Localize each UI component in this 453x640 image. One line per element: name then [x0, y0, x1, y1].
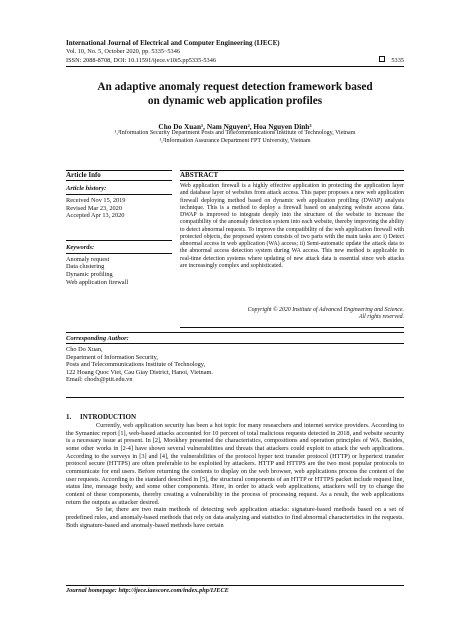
page-number: 5335 [391, 56, 404, 64]
paper-title-line-2: on dynamic web application profiles [147, 95, 323, 107]
keywords-rule [66, 253, 172, 254]
corresponding-rule-top [66, 332, 404, 333]
keywords-rule-top [66, 240, 172, 241]
keywords-heading: Keywords: [66, 243, 95, 251]
corresponding-line: 122 Hoang Quoc Viet, Cau Giay District, Hanoi, Vietnam. [66, 368, 213, 376]
accepted-date: Accepted Apr 13, 2020 [66, 212, 125, 220]
page-number-group [379, 56, 404, 65]
paragraph: Currently, web application security has been a hot topic for many researchers and internet service providers. According to the Symantec report [1], web-based attacks accounted for 10 percent of total malicious requests detected in 2018, and website security is a necessary issue at present. In [2], Mookhey presented the characteristics, compositions and operation principles of WA. Besides, some other works in [2-4] have shown several vulnerabilities and threats that attackers could exploit to attack the web applications. According to the surveys in [3] and [4], the vulnerabilities of the protocol hyper text transfer protocol (HTTP) or hypertext transfer protocol secure (HTTPS) are often preferable to be exploited by attackers. HTTP and HTTPS are the two most popular protocols to communicate for end users. Before returning the contents to display on the web browser, web applications process the content of the user requests. According to the standard described in [5], the structural components of an HTTP or HTTPS packet include request line, status line, message body, and some other components. Here, in order to attack web applications, attackers will try to change the content of these components, thereby creating a vulnerability in the process of processing request. As a result, the web applications return the outputs as attacker desired. [66, 422, 404, 506]
paragraph: So far, there are two main methods of detecting web application attacks: signature-based methods based on a set of predefined rules, and anomaly-based methods that rely on data analyzing and statistics to find abnormal characteristics in the requests. Both signature-based and anomaly-based methods have certain [66, 506, 404, 529]
article-info-heading: Article Info [66, 171, 101, 179]
keyword-item: Dynamic profiling [66, 270, 113, 278]
journal-header [66, 39, 404, 65]
corresponding-rule [66, 343, 404, 344]
introduction-body [66, 422, 404, 529]
article-info-rule-bottom [66, 180, 172, 181]
abstract-end-rule [180, 327, 404, 328]
corresponding-rule-bottom [66, 397, 404, 398]
journal-name: International Journal of Electrical and Computer Engineering (IJECE) [66, 39, 280, 47]
received-date: Received Nov 15, 2019 [66, 197, 126, 204]
keyword-item: Web application firewall [66, 278, 129, 286]
keyword-item: Anomaly request [66, 255, 110, 263]
revised-date: Revised Mar 23, 2020 [66, 204, 122, 212]
journal-volume: Vol. 10, No. 5, October 2020, pp. 5335~5346 [66, 47, 181, 55]
square-box-icon [379, 56, 385, 62]
affiliation-2: ¹,²Information Assurance Department FPT University, Vietnam [159, 137, 311, 144]
history-heading: Article history: [66, 185, 107, 192]
footer-rule [66, 585, 404, 586]
paper-affiliations [66, 130, 404, 145]
paper-authors: Cho Do Xuan¹, Nam Nguyen², Hoa Nguyen Dinh³ [158, 122, 312, 131]
abstract-rule-bottom [180, 180, 404, 181]
paper-title-line-1: An adaptive anomaly request detection framework based [97, 81, 373, 93]
copyright-notice [180, 307, 404, 322]
journal-issn-row [66, 56, 404, 65]
corresponding-heading: Corresponding Author: [66, 335, 129, 342]
affiliation-1: ¹,³Information Security Department Posts and Telecommunications Institute of Technology, Vietnam [114, 130, 356, 136]
article-info-column [66, 182, 172, 286]
corresponding-line: Department of Information Security, [66, 353, 158, 361]
copyright-line-1: Copyright © 2020 Institute of Advanced Engineering and Science. [247, 307, 404, 313]
corresponding-line: Cho Do Xuan, [66, 346, 103, 353]
abstract-heading: ABSTRACT [180, 171, 219, 179]
history-rule [66, 194, 172, 195]
section-heading [66, 413, 136, 422]
header-rule [66, 66, 404, 67]
journal-issn: ISSN: 2088-8708, DOI: 10.11591/ijece.v10i5.pp5335-5346 [66, 56, 217, 64]
corresponding-line: Posts and Telecommunications Institute of Technology, [66, 361, 206, 369]
corresponding-email: Email: chodx@ptit.edu.vn [66, 376, 133, 384]
paper-title [66, 80, 404, 108]
section-title: INTRODUCTION [80, 413, 137, 421]
copyright-line-2: All rights reserved. [358, 314, 404, 321]
keyword-item: Data clustering [66, 263, 105, 271]
spacer [66, 220, 172, 239]
journal-homepage: Journal homepage: http://ijece.iaescore.com/index.php/IJECE [66, 587, 229, 594]
section-number: 1. [66, 413, 72, 421]
corresponding-details [66, 346, 404, 384]
abstract-text: Web application firewall is a highly effective application in protecting the application layer and database layer of websites from attack access. This paper proposes a new web application firewall deploying method based on dynamic web application profiling (DWAP) analysis technique. This is a method to deploy a firewall based on analyzing website access data. DWAP is improved to integrate deeply into the structure of the website to increase the compatibility of the anomaly detection system into each website, thereby improving the ability to detect abnormal requests. To improve the compatibility of the web application firewall with protected objects, the proposed system consists of two parts with the main tasks are: i) Detect abnormal access in web application (WA) access; ii) Semi-automatic update the attack data to the abnormal access detection system during WA access. This new method is applicable in real-time detection systems where updating of new attack data is essential since web attacks are increasingly complex and sophisticated. [180, 183, 404, 269]
